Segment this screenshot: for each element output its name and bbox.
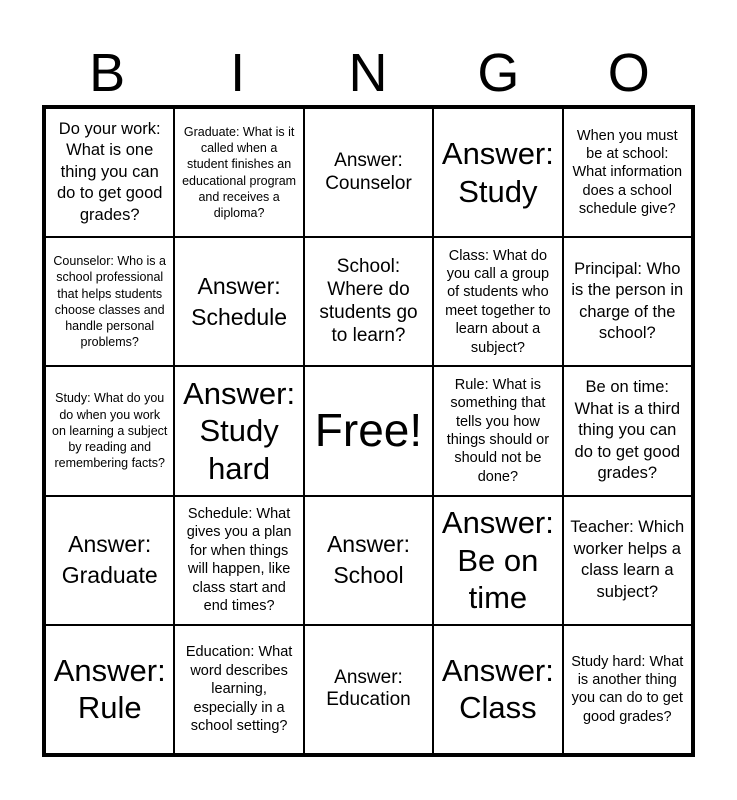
- cell-text: Answer: Study hard: [183, 376, 296, 486]
- header-letter-i: I: [230, 43, 246, 103]
- bingo-cell-g5[interactable]: [433, 625, 562, 754]
- bingo-cell-o5[interactable]: [563, 625, 692, 754]
- header-letter-b: B: [89, 43, 126, 103]
- bingo-board: [42, 105, 695, 757]
- header-letter-g: G: [477, 43, 520, 103]
- cell-text: Teacher: Which worker helps a class learn a subject?: [570, 518, 685, 601]
- cell-text: Study: What do you do when you work on learning a subject by reading and remembering facts?: [52, 391, 168, 471]
- cell-text: Counselor: Who is a school professional that helps students choose classes and handle personal problems?: [53, 254, 166, 350]
- cell-text: Answer: Graduate: [61, 531, 158, 589]
- cell-text: Answer: Counselor: [325, 149, 412, 194]
- bingo-header: [42, 44, 694, 102]
- cell-text: Answer: Be on time: [441, 505, 554, 615]
- bingo-cell-g4[interactable]: [433, 496, 562, 625]
- cell-text: Study hard: What is another thing you can do to get good grades?: [571, 653, 684, 725]
- bingo-cell-g3[interactable]: [433, 366, 562, 495]
- bingo-cell-b4[interactable]: [45, 496, 174, 625]
- bingo-cell-b2[interactable]: [45, 237, 174, 366]
- cell-text: Answer: Education: [326, 666, 411, 711]
- cell-text: Answer: Class: [441, 653, 554, 726]
- cell-text: Principal: Who is the person in charge of the school?: [571, 259, 684, 343]
- header-letter-o: O: [607, 43, 650, 103]
- bingo-cell-o3[interactable]: [563, 366, 692, 495]
- cell-text: Schedule: What gives you a plan for when things will happen, like class start and end times?: [186, 505, 292, 614]
- cell-text: Answer: Schedule: [191, 272, 288, 330]
- bingo-cell-n2[interactable]: [304, 237, 433, 366]
- cell-text: Answer: School: [326, 531, 411, 589]
- bingo-cell-g2[interactable]: [433, 237, 562, 366]
- cell-text: Rule: What is something that tells you how things should or should not be done?: [446, 376, 550, 485]
- cell-text: Class: What do you call a group of students who meet together to learn about a subject?: [445, 247, 551, 356]
- cell-text: School: Where do students go to learn?: [319, 256, 418, 346]
- cell-text: Be on time: What is a third thing you can do to get good grades?: [574, 378, 681, 483]
- bingo-cell-o1[interactable]: [563, 108, 692, 237]
- bingo-cell-n4[interactable]: [304, 496, 433, 625]
- bingo-cell-b1[interactable]: [45, 108, 174, 237]
- header-letter-n: N: [348, 43, 388, 103]
- bingo-cell-g1[interactable]: [433, 108, 562, 237]
- free-space: Free!: [314, 404, 423, 457]
- bingo-cell-i4[interactable]: [174, 496, 303, 625]
- cell-text: When you must be at school: What information does a school schedule give?: [572, 127, 683, 218]
- bingo-cell-n1[interactable]: [304, 108, 433, 237]
- bingo-cell-i2[interactable]: [174, 237, 303, 366]
- bingo-cell-n3[interactable]: [304, 366, 433, 495]
- bingo-cell-b5[interactable]: [45, 625, 174, 754]
- bingo-cell-i1[interactable]: [174, 108, 303, 237]
- bingo-cell-o4[interactable]: [563, 496, 692, 625]
- cell-text: Answer: Study: [441, 136, 554, 209]
- bingo-cell-o2[interactable]: [563, 237, 692, 366]
- bingo-cell-b3[interactable]: [45, 366, 174, 495]
- bingo-cell-n5[interactable]: [304, 625, 433, 754]
- bingo-cell-i3[interactable]: [174, 366, 303, 495]
- cell-text: Education: What word describes learning, especially in a school setting?: [185, 644, 293, 734]
- cell-text: Do your work: What is one thing you can do to get good grades?: [56, 120, 163, 224]
- cell-text: Answer: Rule: [53, 653, 166, 726]
- bingo-cell-i5[interactable]: [174, 625, 303, 754]
- cell-text: Graduate: What is it called when a student finishes an educational program and receives a diploma?: [182, 124, 297, 221]
